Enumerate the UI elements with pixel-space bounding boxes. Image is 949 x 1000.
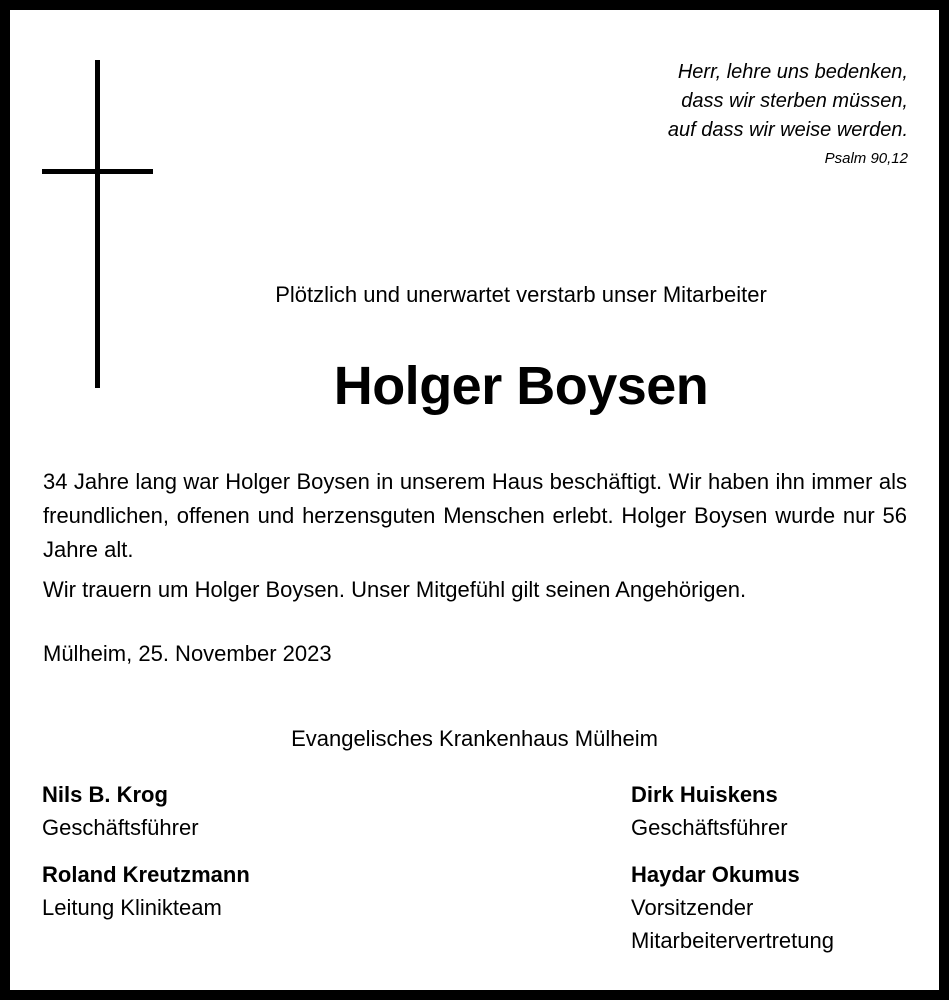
tribute-paragraph: Wir trauern um Holger Boysen. Unser Mitgefühl gilt seinen Angehörigen. [43, 577, 747, 602]
quote-line: Herr, lehre uns bedenken, [677, 61, 908, 83]
cross-horizontal-bar [42, 169, 153, 174]
quote-reference: Psalm 90,12 [824, 150, 908, 167]
signatory-name: Roland Kreutzmann [42, 862, 250, 887]
signatory-role: Leitung Klinikteam [42, 895, 222, 920]
signatory-name: Dirk Huiskens [631, 782, 778, 807]
place-date: Mülheim, 25. November 2023 [43, 641, 332, 666]
tribute-text [43, 465, 907, 607]
signatory [42, 778, 199, 844]
signatory-name: Nils B. Krog [42, 782, 168, 807]
tribute-paragraph: 34 Jahre lang war Holger Boysen in unserem Haus beschäftigt. Wir haben ihn immer als freundlichen, offenen und herzensguten Menschen erlebt. Holger Boysen wurde nur 56 Jahre alt. [43, 469, 907, 562]
intro-text: Plötzlich und unerwartet verstarb unser Mitarbeiter [275, 282, 767, 307]
cross-vertical-bar [95, 60, 100, 388]
deceased-name: Holger Boysen [333, 356, 709, 416]
quote-line: auf dass wir weise werden. [667, 119, 908, 141]
signatory-role: Geschäftsführer [42, 815, 199, 840]
signatory [42, 858, 250, 924]
signatory-name: Haydar Okumus [631, 862, 800, 887]
signatory [631, 778, 788, 844]
signatory-role: Vorsitzender [631, 895, 754, 920]
obituary-notice [10, 10, 939, 990]
organization-name: Evangelisches Krankenhaus Mülheim [291, 726, 658, 751]
quote-line: dass wir sterben müssen, [681, 90, 908, 112]
signatory-role: Geschäftsführer [631, 815, 788, 840]
signatory-role: Mitarbeitervertretung [631, 928, 834, 953]
bible-quote [668, 58, 908, 173]
signatory [631, 858, 834, 957]
